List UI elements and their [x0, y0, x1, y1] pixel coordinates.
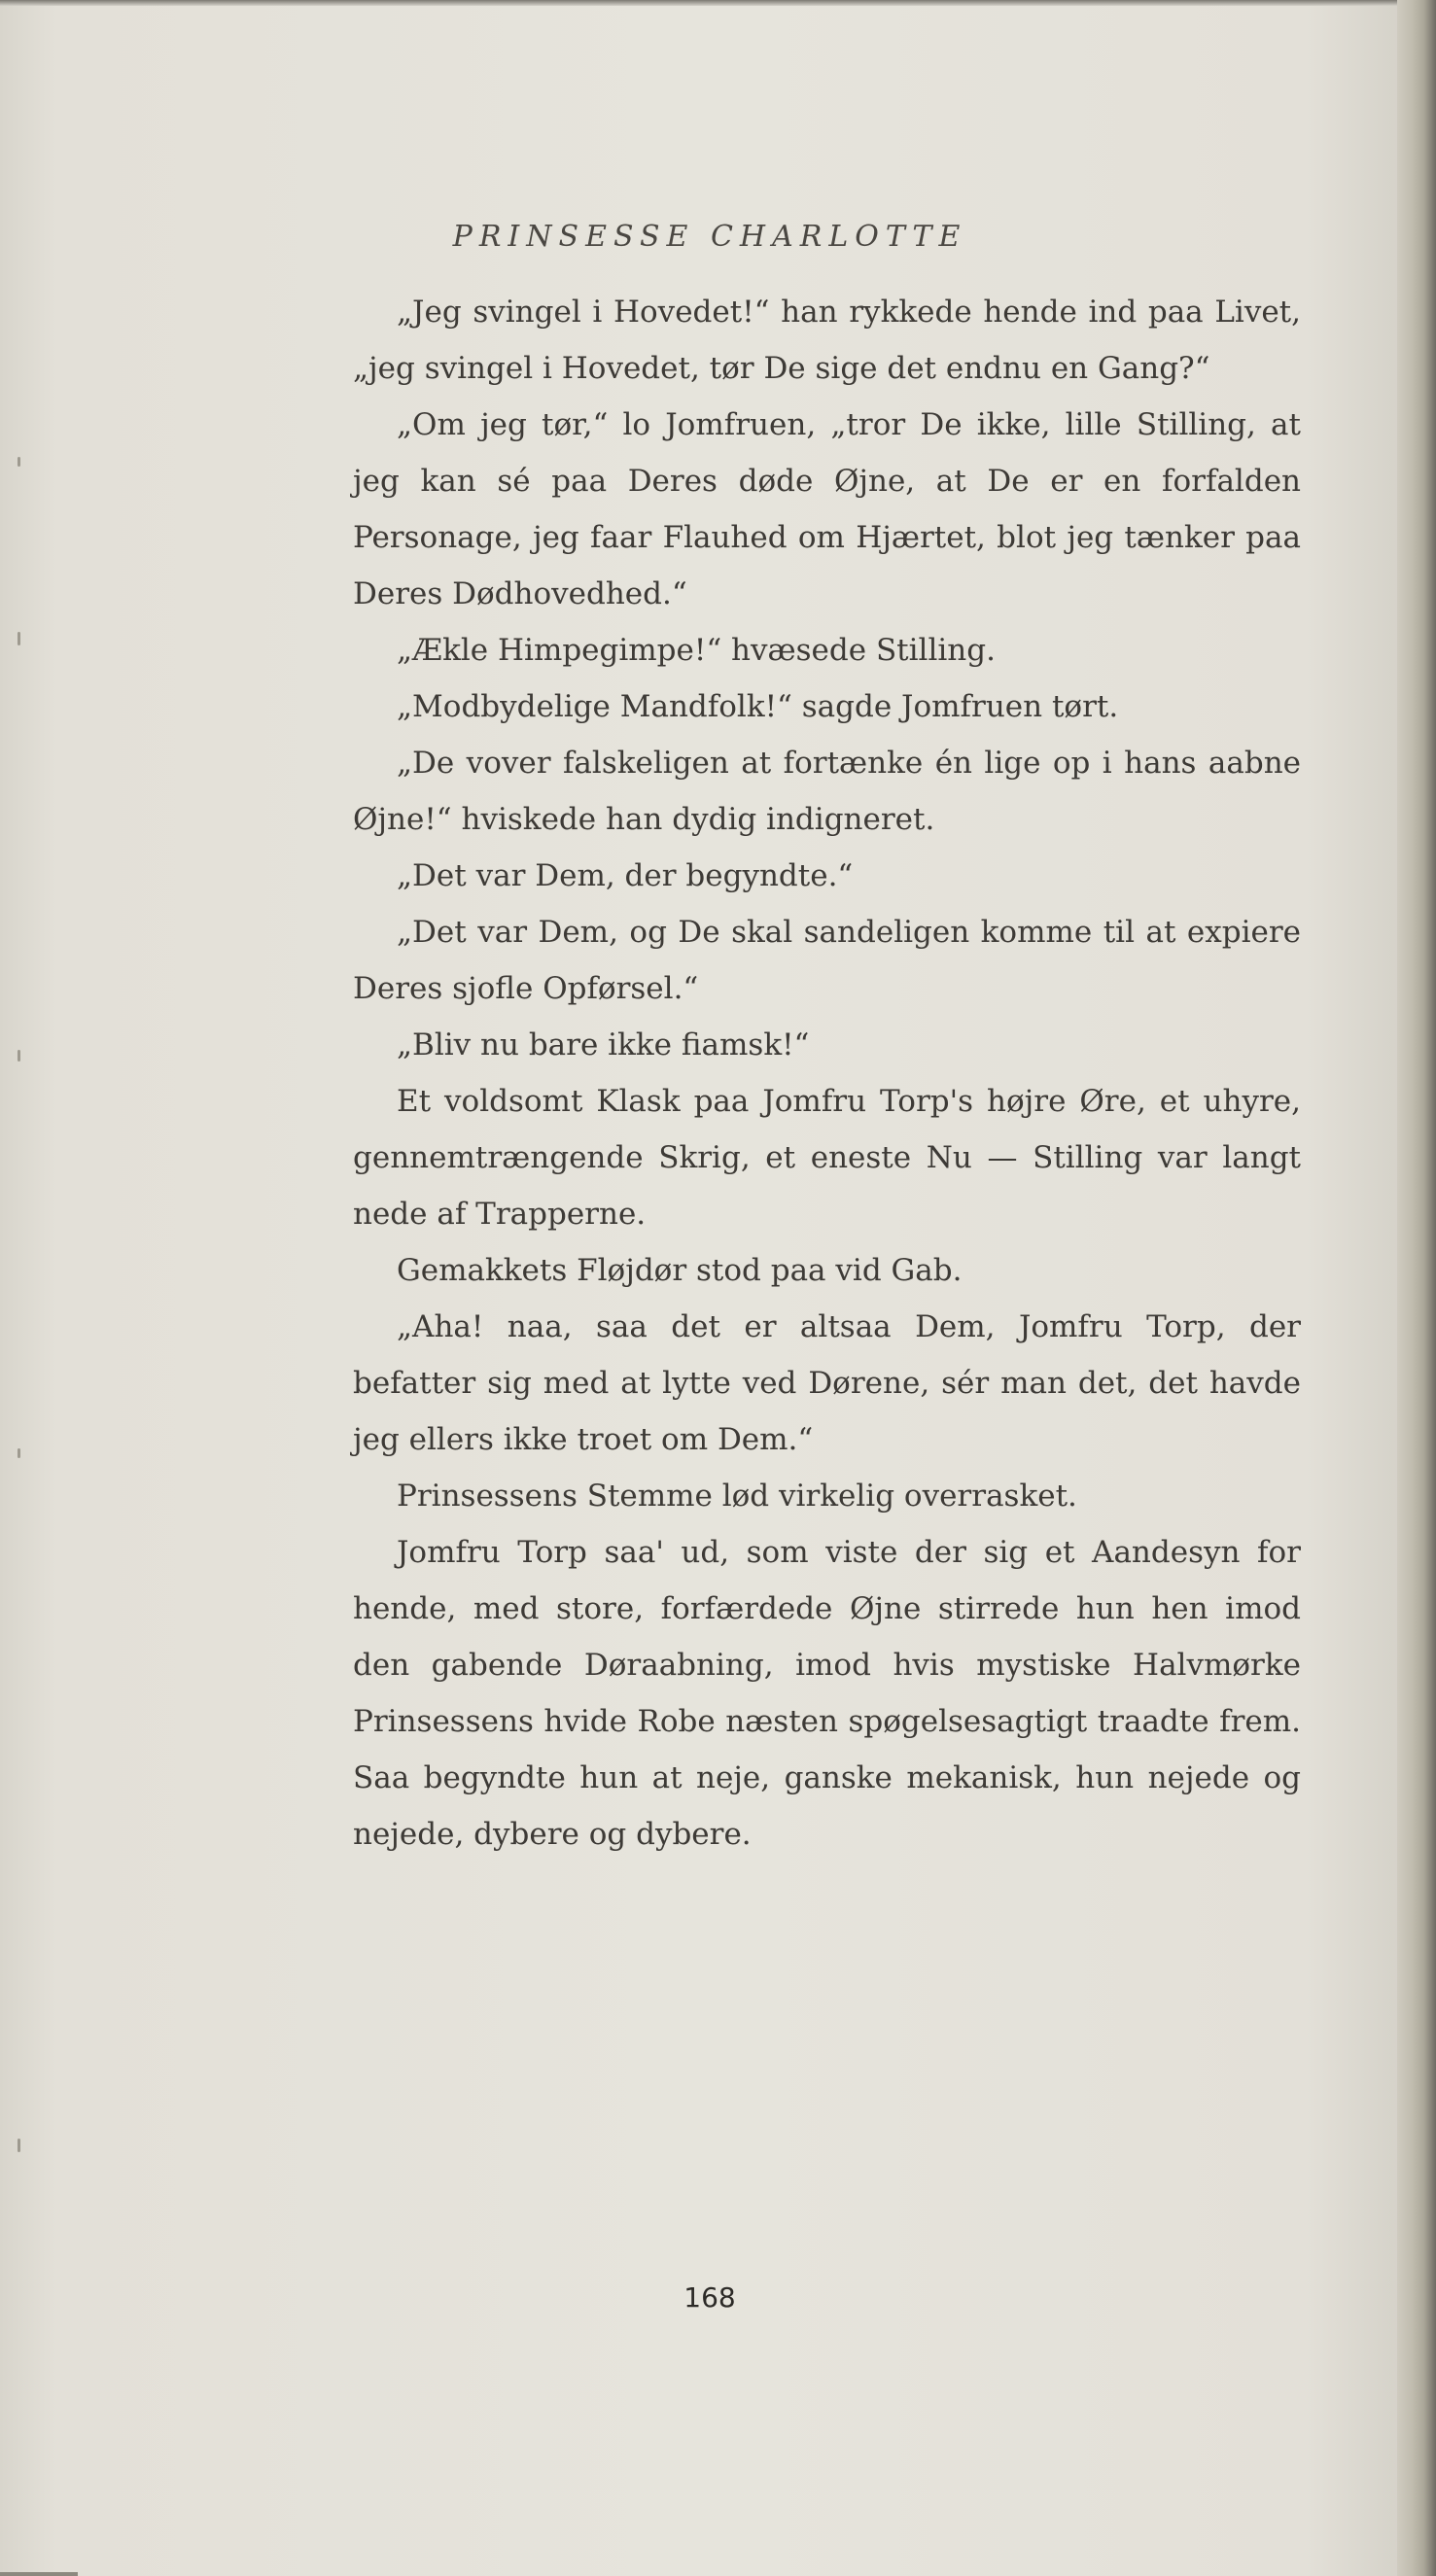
- page-body-text: [353, 284, 1301, 1862]
- page-right-edge-shadow: [1397, 0, 1436, 2576]
- scan-bottom-edge: [0, 2572, 78, 2576]
- scan-top-edge: [0, 0, 1419, 6]
- paper-speck: [18, 1448, 20, 1458]
- paragraph: „Det var Dem, der begyndte.“: [397, 858, 854, 893]
- paper-speck: [18, 457, 20, 467]
- paragraph: „Jeg svingel i Hovedet!“ han rykkede hende ind paa Livet, „jeg svingel i Hovedet, tør De sige det endnu en Gang?“: [353, 295, 1301, 386]
- paragraph: „Bliv nu bare ikke fiamsk!“: [397, 1027, 810, 1062]
- paragraph: Prinsessens Stemme lød virkelig overrasket.: [397, 1479, 1077, 1514]
- paragraph: „Det var Dem, og De skal sandeligen komme til at expiere Deres sjofle Opførsel.“: [353, 915, 1301, 1006]
- paper-speck: [18, 1050, 20, 1062]
- paragraph: Jomfru Torp saa' ud, som viste der sig et Aandesyn for hende, med store, forfærdede Øjne stirrede hun hen imod den gabende Døraabning, imod hvis mystiske Halvmørke Prinsessens hvide Robe næsten spøgelsesagtigt traadte frem. Saa begyndte hun at neje, ganske mekanisk, hun nejede og nejede, dybere og dybere.: [353, 1535, 1301, 1852]
- paragraph: „Aha! naa, saa det er altsaa Dem, Jomfru Torp, der befatter sig med at lytte ved Dørene, sér man det, det havde jeg ellers ikke troet om Dem.“: [353, 1309, 1301, 1457]
- page-number: 168: [683, 2281, 736, 2314]
- running-header: PRINSESSE CHARLOTTE: [452, 220, 967, 254]
- paragraph: Et voldsomt Klask paa Jomfru Torp's højre Øre, et uhyre, gennemtrængende Skrig, et eneste Nu — Stilling var langt nede af Trapperne.: [353, 1084, 1301, 1232]
- paragraph: Gemakkets Fløjdør stod paa vid Gab.: [397, 1253, 963, 1288]
- paragraph: „Om jeg tør,“ lo Jomfruen, „tror De ikke, lille Stilling, at jeg kan sé paa Deres døde Øjne, at De er en forfalden Personage, jeg faar Flauhed om Hjærtet, blot jeg tænker paa Deres Dødhovedhed.“: [353, 407, 1301, 611]
- paper-speck: [18, 2139, 20, 2152]
- paragraph: „Ækle Himpegimpe!“ hvæsede Stilling.: [397, 633, 996, 668]
- paragraph: „De vover falskeligen at fortænke én lige op i hans aabne Øjne!“ hviskede han dydig indigneret.: [353, 746, 1301, 837]
- paragraph: „Modbydelige Mandfolk!“ sagde Jomfruen tørt.: [397, 689, 1119, 724]
- paper-speck: [18, 632, 20, 645]
